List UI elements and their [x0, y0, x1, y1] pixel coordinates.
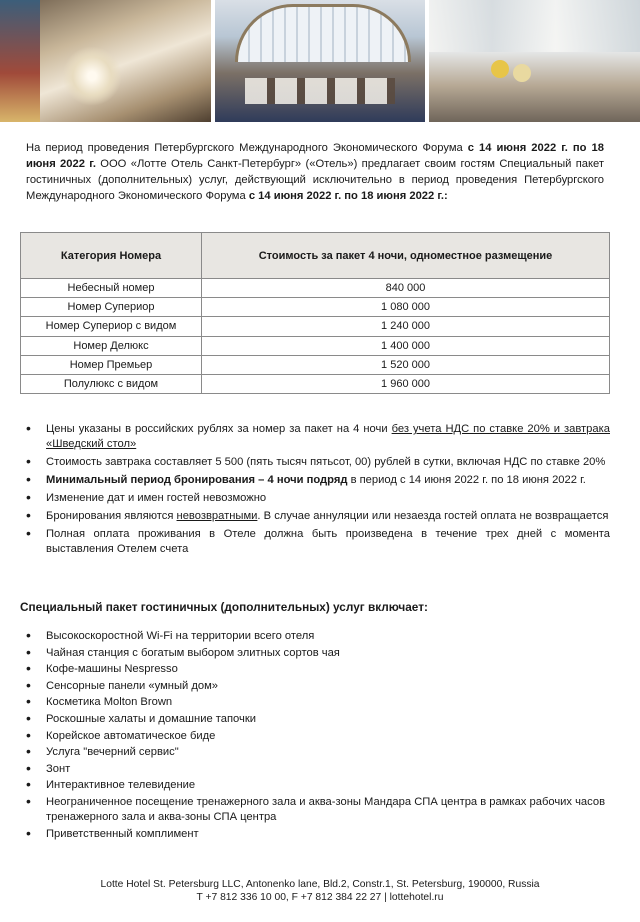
- table-row: [21, 298, 610, 317]
- table-row: [21, 317, 610, 336]
- includes-title: Специальный пакет гостиничных (дополнительных) услуг включает:: [20, 600, 428, 614]
- list-item: [24, 527, 610, 557]
- list-item: • Приветственный комплимент: [24, 827, 610, 842]
- room-price: 1 520 000: [202, 355, 610, 374]
- intro-text-2: ООО «Лотте Отель Санкт-Петербург» («Отель») предлагает своим гостям Специальный пакет гостиничных (дополнительных) услуг, действующий исключительно в период проведения Петербургского Международного Экономического Форума: [26, 158, 604, 202]
- includes-list: [24, 629, 610, 843]
- term-text: в период с 14 июня 2022 г. по 18 июня 2022 г.: [347, 474, 586, 486]
- header-photos: [0, 0, 640, 122]
- intro-dates-2: с 14 июня 2022 г. по 18 июня 2022 г.:: [248, 190, 448, 202]
- room-price: 1 240 000: [202, 317, 610, 336]
- table-row: [21, 336, 610, 355]
- list-item: • Корейское автоматическое биде: [24, 729, 610, 744]
- room-category: Номер Делюкс: [21, 336, 202, 355]
- intro-paragraph: [26, 140, 604, 204]
- list-item: [24, 491, 610, 506]
- table-row: [21, 355, 610, 374]
- list-item: • Косметика Molton Brown: [24, 695, 610, 710]
- table-row: [21, 279, 610, 298]
- term-text: Изменение дат и имен гостей невозможно: [46, 492, 267, 504]
- intro-dates-1: с 14 июня 2022 г. по 18 июня 2022 г.: [26, 142, 604, 170]
- room-category: Номер Супериор с видом: [21, 317, 202, 336]
- header-room-category: Категория Номера: [21, 233, 202, 279]
- term-underlined: без учета НДС по ставке 20% и завтрака «Шведский стол»: [46, 423, 610, 450]
- list-item: • Зонт: [24, 762, 610, 777]
- list-item: [24, 509, 610, 524]
- list-item: • Неограниченное посещение тренажерного зала и аква-зоны Мандара СПА центра в рамках рабочих часов тренажерного зала и аква-зоны СПА центра: [24, 795, 610, 825]
- room-price: 840 000: [202, 279, 610, 298]
- terrace-photo: [429, 0, 640, 122]
- list-item: [24, 455, 610, 470]
- list-item: • Сенсорные панели «умный дом»: [24, 679, 610, 694]
- list-item: • Чайная станция с богатым выбором элитных сортов чая: [24, 646, 610, 661]
- room-price: 1 400 000: [202, 336, 610, 355]
- room-category: Номер Супериор: [21, 298, 202, 317]
- room-category: Номер Премьер: [21, 355, 202, 374]
- term-underlined: невозвратными: [176, 510, 258, 522]
- room-price: 1 960 000: [202, 374, 610, 393]
- room-category: Полулюкс с видом: [21, 374, 202, 393]
- term-text: Стоимость завтрака составляет 5 500 (пять тысяч пятьсот, 00) рублей в сутки, включая НДС по ставке 20%: [46, 456, 606, 468]
- room-rate-table: [20, 232, 610, 394]
- room-category: Небесный номер: [21, 279, 202, 298]
- terms-list: [24, 422, 610, 560]
- restaurant-hall-photo: [215, 0, 426, 122]
- table-header-row: [21, 233, 610, 279]
- intro-text-1: На период проведения Петербургского Международного Экономического Форума: [26, 142, 468, 154]
- lobby-photo: [0, 0, 211, 122]
- term-text: Полная оплата проживания в Отеле должна быть произведена в течение трех дней с момента выставления Отелем счета: [46, 528, 610, 555]
- term-text: . В случае аннуляции или незаезда гостей оплата не возвращается: [257, 510, 609, 522]
- term-text: Цены указаны в российских рублях за номер за пакет на 4 ночи: [46, 423, 392, 435]
- footer-contacts: T +7 812 336 10 00, F +7 812 384 22 27 | lottehotel.ru: [196, 892, 444, 903]
- list-item: [24, 422, 610, 452]
- header-package-price: Стоимость за пакет 4 ночи, одноместное размещение: [202, 233, 610, 279]
- list-item: • Услуга "вечерний сервис": [24, 745, 610, 760]
- list-item: • Высокоскоростной Wi-Fi на территории всего отеля: [24, 629, 610, 644]
- list-item: [24, 473, 610, 488]
- footer-address: Lotte Hotel St. Petersburg LLC, Antonenko lane, Bld.2, Constr.1, St. Petersburg, 190000, Russia: [100, 879, 540, 890]
- term-text: Бронирования являются: [46, 510, 177, 522]
- list-item: • Кофе-машины Nespresso: [24, 662, 610, 677]
- footer: [0, 878, 640, 904]
- room-price: 1 080 000: [202, 298, 610, 317]
- list-item: • Роскошные халаты и домашние тапочки: [24, 712, 610, 727]
- term-bold: Минимальный период бронирования – 4 ночи подряд: [46, 474, 348, 486]
- table-row: [21, 374, 610, 393]
- list-item: • Интерактивное телевидение: [24, 778, 610, 793]
